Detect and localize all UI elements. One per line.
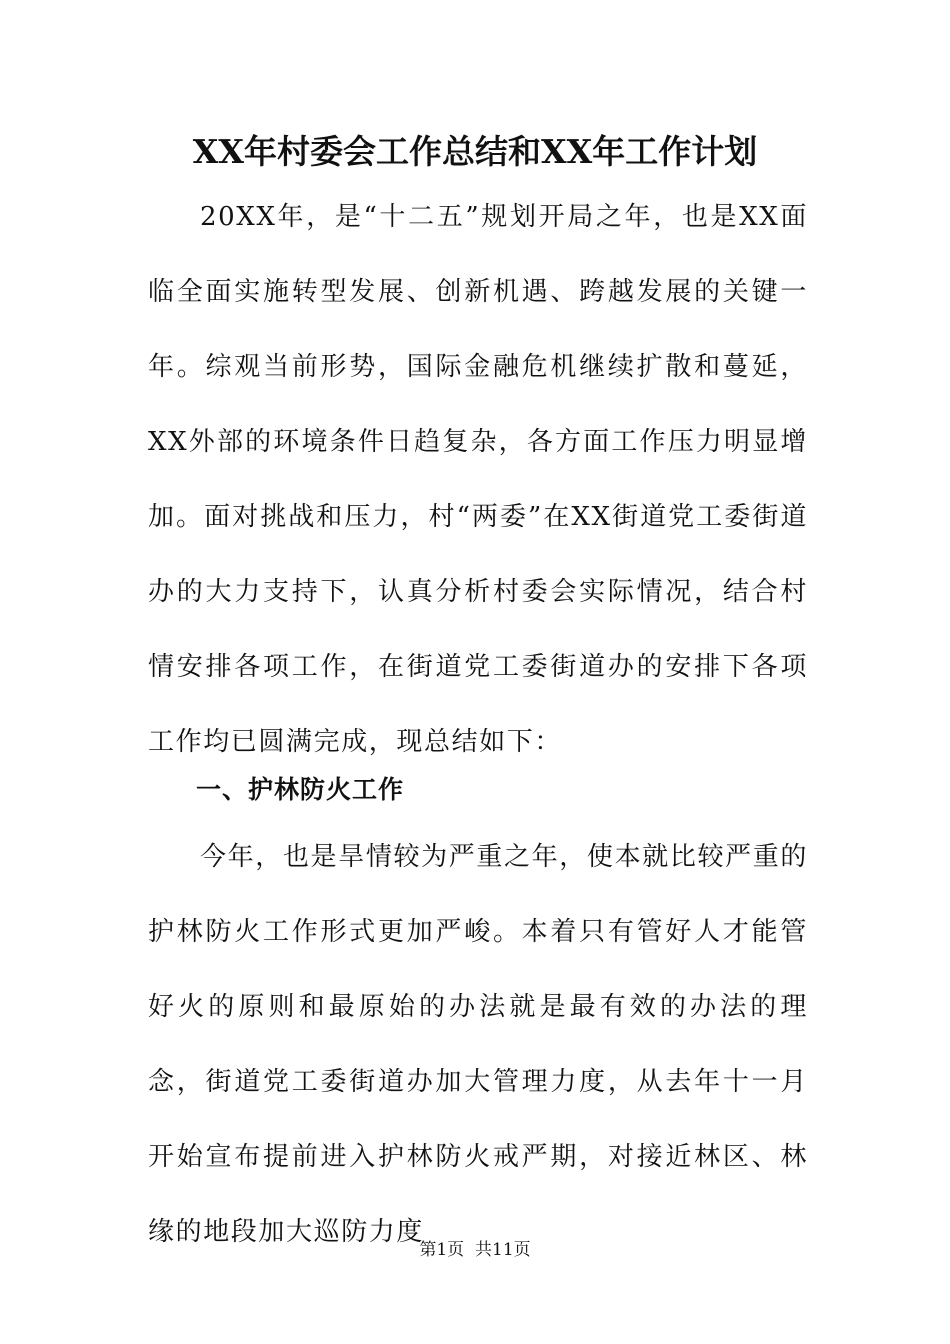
section-heading: 一、护林防火工作 (196, 775, 405, 804)
document-title: XX年村委会工作总结和XX年工作计划 (192, 132, 758, 171)
intro-paragraph: 20XX年，是“十二五”规划开局之年，也是XX面临全面实施转型发展、创新机遇、跨越发展的关键一年。综观当前形势，国际金融危机继续扩散和蔓延，XX外部的环境条件日趋复杂，各方面工作压力明显增加。面对挑战和压力，村“两委”在XX街道党工委街道办的大力支持下，认真分析村委会实际情况，结合村情安排各项工作，在街道党工委街道办的安排下各项工作均已圆满完成，现总结如下： (148, 202, 808, 757)
page-number: 第1页 (419, 1240, 465, 1260)
fire-prevention-paragraph: 今年，也是旱情较为严重之年，使本就比较严重的护林防火工作形式更加严峻。本着只有管好人才能管好火的原则和最原始的办法就是最有效的办法的理念，街道党工委街道办加大管理力度，从去年十一月开始宣布提前进入护林防火戒严期，对接近林区、林缘的地段加大巡防力度 (148, 842, 808, 1247)
total-pages: 共11页 (475, 1240, 531, 1260)
page-footer (0, 1238, 950, 1262)
